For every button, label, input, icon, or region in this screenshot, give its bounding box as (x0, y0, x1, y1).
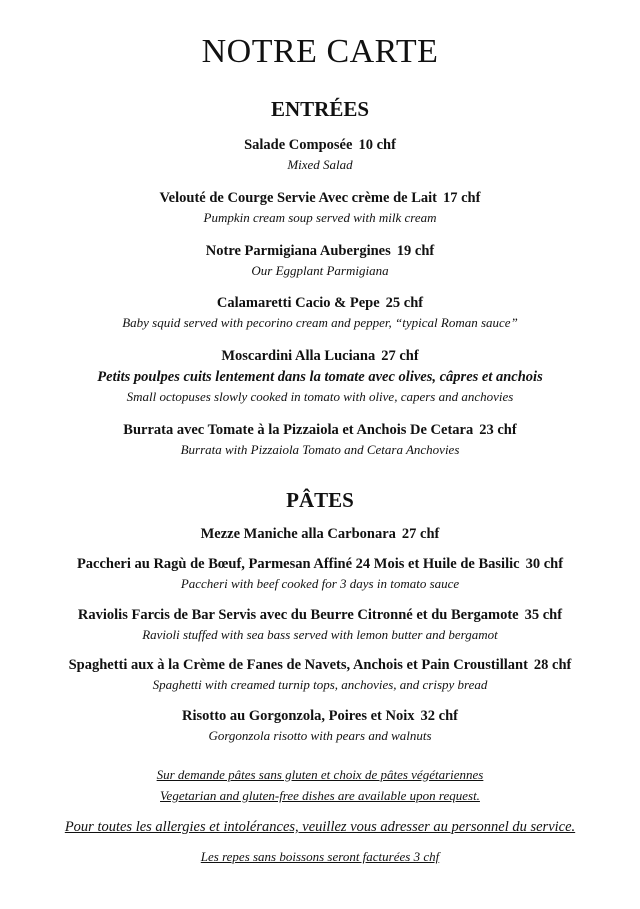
dish-french-description: Petits poulpes cuits lentement dans la tomate avec olives, câpres et anchois (97, 369, 543, 385)
dish-description: Mixed Salad (287, 157, 353, 172)
dish-title: Calamaretti Cacio & Pepe (216, 295, 380, 311)
dish-title: Raviolis Farcis de Bar Servis avec du Beurre Citronné et du Bergamote (77, 607, 519, 623)
allergy-note: Pour toutes les allergies et intolérances, veuillez vous adresser au personnel du service. (64, 819, 576, 835)
dish-name (0, 605, 640, 625)
dish-price: 30 chf (525, 556, 564, 572)
dish-name (0, 524, 640, 544)
dish-description: Paccheri with beef cooked for 3 days in tomato sauce (180, 576, 460, 591)
dish-name (0, 293, 640, 313)
gluten-note-en: Vegetarian and gluten-free dishes are available upon request. (160, 788, 480, 803)
dish-name (0, 135, 640, 155)
dish-title: Paccheri au Ragù de Bœuf, Parmesan Affiné 24 Mois et Huile de Basilic (76, 556, 520, 572)
dish-price: 27 chf (401, 526, 440, 542)
dish-price: 23 chf (479, 422, 517, 438)
dish-name (0, 420, 640, 440)
dish-price: 17 chf (442, 190, 481, 206)
dish-price: 32 chf (420, 708, 458, 724)
dish-name (0, 188, 640, 208)
dish-description: Gorgonzola risotto with pears and walnuts (208, 728, 432, 743)
dish-price: 35 chf (524, 607, 563, 623)
dish-title: Moscardini Alla Luciana (221, 348, 376, 364)
dish-price: 28 chf (533, 657, 572, 673)
dish-title: Burrata avec Tomate à la Pizzaiola et Anchois De Cetara (123, 422, 474, 438)
dish-name (0, 655, 640, 675)
dish-title: Mezze Maniche alla Carbonara (200, 526, 396, 542)
gluten-note-fr: Sur demande pâtes sans gluten et choix de pâtes végétariennes (156, 767, 484, 782)
dish-name (0, 706, 640, 726)
dish-price: 19 chf (396, 243, 435, 259)
dish-title: Notre Parmigiana Aubergines (205, 243, 391, 259)
dish-title: Velouté de Courge Servie Avec crème de Lait (159, 190, 437, 206)
section-heading-pates: PÂTES (286, 488, 354, 512)
dish-title: Risotto au Gorgonzola, Poires et Noix (182, 708, 415, 724)
beverage-charge-note: Les repes sans boissons seront facturées 3 chf (200, 849, 440, 864)
dish-description: Our Eggplant Parmigiana (251, 263, 389, 278)
dish-description: Baby squid served with pecorino cream and pepper, “typical Roman sauce” (122, 315, 518, 330)
dish-price: 10 chf (358, 137, 396, 153)
page-title: NOTRE CARTE (201, 33, 439, 70)
dish-description: Ravioli stuffed with sea bass served with lemon butter and bergamot (142, 627, 498, 642)
dish-name (0, 554, 640, 574)
dish-description: Spaghetti with creamed turnip tops, anchovies, and crispy bread (152, 677, 488, 692)
dish-description: Small octopuses slowly cooked in tomato with olive, capers and anchovies (126, 389, 514, 404)
dish-price: 25 chf (385, 295, 424, 311)
dish-title: Spaghetti aux à la Crème de Fanes de Navets, Anchois et Pain Croustillant (68, 657, 528, 673)
dish-price: 27 chf (381, 348, 419, 364)
section-heading-entrees: ENTRÉES (270, 97, 370, 121)
dish-description: Pumpkin cream soup served with milk cream (203, 210, 437, 225)
dish-name (0, 241, 640, 261)
dish-name (0, 346, 640, 366)
dish-description: Burrata with Pizzaiola Tomato and Cetara Anchovies (180, 442, 460, 457)
dish-title: Salade Composée (244, 137, 353, 153)
